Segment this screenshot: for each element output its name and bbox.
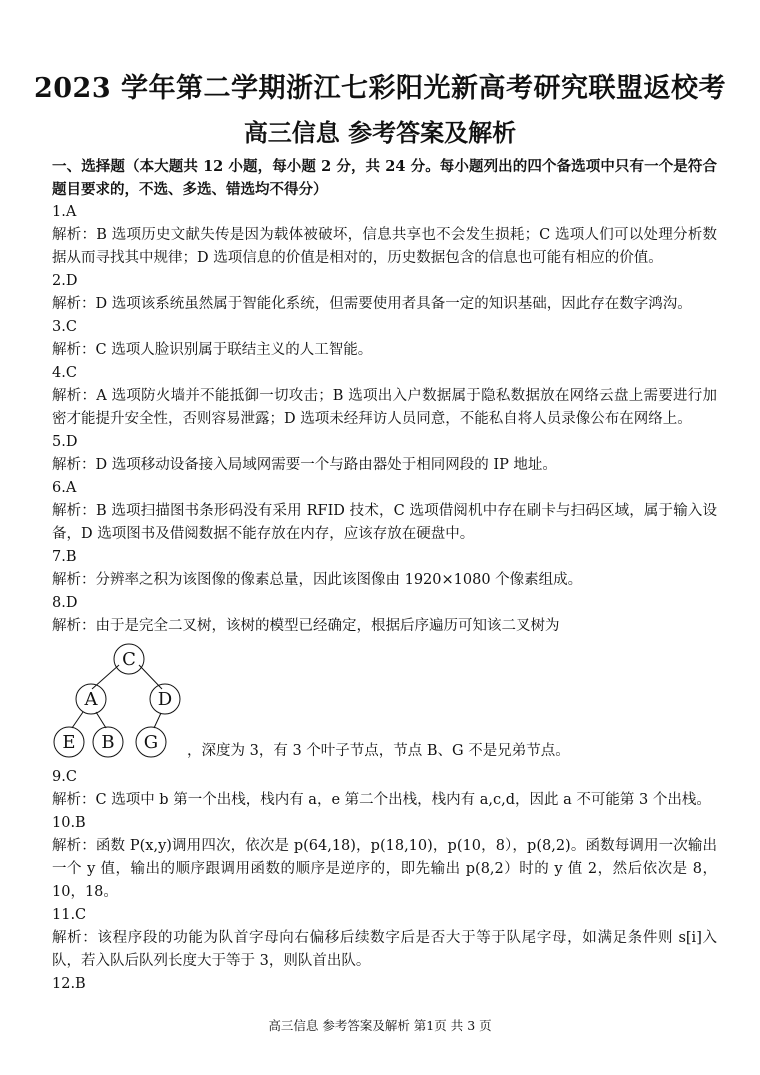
answer-id: 5.D (52, 434, 78, 450)
answer-id: 10.B (52, 815, 86, 831)
tree-node-label: A (84, 689, 98, 710)
binary-tree-figure (52, 642, 717, 766)
answer-content (52, 155, 717, 996)
tree-node-label: B (101, 732, 115, 753)
answer-id: 3.C (52, 319, 77, 335)
answer-id: 1.A (52, 204, 77, 220)
binary-tree-diagram (52, 642, 187, 766)
tree-caption: ，深度为 3，有 3 个叶子节点，节点 B、G 不是兄弟节点。 (187, 743, 570, 759)
answer-id: 12.B (52, 976, 86, 992)
answer-explanation: 解析：B 选项扫描图书条形码没有采用 RFID 技术，C 选项借阅机中存在刷卡与扫码区域，属于输入设备，D 选项图书及借阅数据不能存放在内存，应该存放在硬盘中。 (52, 503, 717, 542)
tree-edge (154, 713, 161, 728)
tree-edge (72, 712, 83, 728)
page-footer: 高三信息 参考答案及解析 第1页 共 3 页 (268, 1018, 492, 1033)
answer-explanation: 解析：C 选项中 b 第一个出栈，栈内有 a，e 第二个出栈，栈内有 a,c,d，因此 a 不可能第 3 个出栈。 (52, 792, 711, 808)
section-heading: 一、选择题（本大题共 12 小题，每小题 2 分，共 24 分。每小题列出的四个备选项中只有一个是符合题目要求的，不选、多选、错选均不得分） (52, 158, 717, 198)
answer-id: 4.C (52, 365, 77, 381)
answer-explanation: 解析：D 选项该系统虽然属于智能化系统，但需要使用者具备一定的知识基础，因此存在数字鸿沟。 (52, 296, 692, 312)
answer-id: 8.D (52, 595, 78, 611)
document-title: 2023 学年第二学期浙江七彩阳光新高考研究联盟返校考 (33, 73, 727, 104)
answer-id: 9.C (52, 769, 77, 785)
answer-explanation: 解析：D 选项移动设备接入局域网需要一个与路由器处于相同网段的 IP 地址。 (52, 457, 557, 473)
answer-id: 2.D (52, 273, 78, 289)
answer-id: 6.A (52, 480, 77, 496)
tree-node-label: G (143, 732, 159, 753)
answer-id: 11.C (52, 907, 87, 923)
answer-id: 7.B (52, 549, 77, 565)
tree-node-label: E (62, 732, 76, 753)
tree-node-label: D (157, 689, 173, 710)
answer-explanation: 解析：B 选项历史文献失传是因为载体被破坏，信息共享也不会发生损耗；C 选项人们可以处理分析数据从而寻找其中规律；D 选项信息的价值是相对的，历史数据包含的信息也可能有相应的价值。 (52, 227, 717, 266)
document-subtitle: 高三信息 参考答案及解析 (243, 118, 517, 147)
tree-node-label: C (122, 649, 136, 670)
answer-explanation: 解析：分辨率之积为该图像的像素总量，因此该图像由 1920×1080 个像素组成。 (52, 572, 583, 588)
answer-explanation: 解析：函数 P(x,y)调用四次，依次是 p(64,18)，p(18,10)，p(10，8），p(8,2)。函数每调用一次输出一个 y 值，输出的顺序跟调用函数的顺序是逆序的，即先输出 p(8,2）时的 y 值 2，然后依次是 8，10，18。 (52, 838, 717, 900)
answer-explanation: 解析：C 选项人脸识别属于联结主义的人工智能。 (52, 342, 373, 358)
answer-explanation: 解析：由于是完全二叉树，该树的模型已经确定，根据后序遍历可知该二叉树为 (52, 618, 560, 634)
tree-edge (96, 712, 106, 728)
answer-explanation: 解析：该程序段的功能为队首字母向右偏移后续数字后是否大于等于队尾字母，如满足条件则 s[i]入队，若入队后队列长度大于等于 3，则队首出队。 (52, 930, 717, 969)
answer-explanation: 解析：A 选项防火墙并不能抵御一切攻击；B 选项出入户数据属于隐私数据放在网络云盘上需要进行加密才能提升安全性，否则容易泄露；D 选项未经拜访人员同意，不能私自将人员录像公布在网络上。 (52, 388, 717, 427)
